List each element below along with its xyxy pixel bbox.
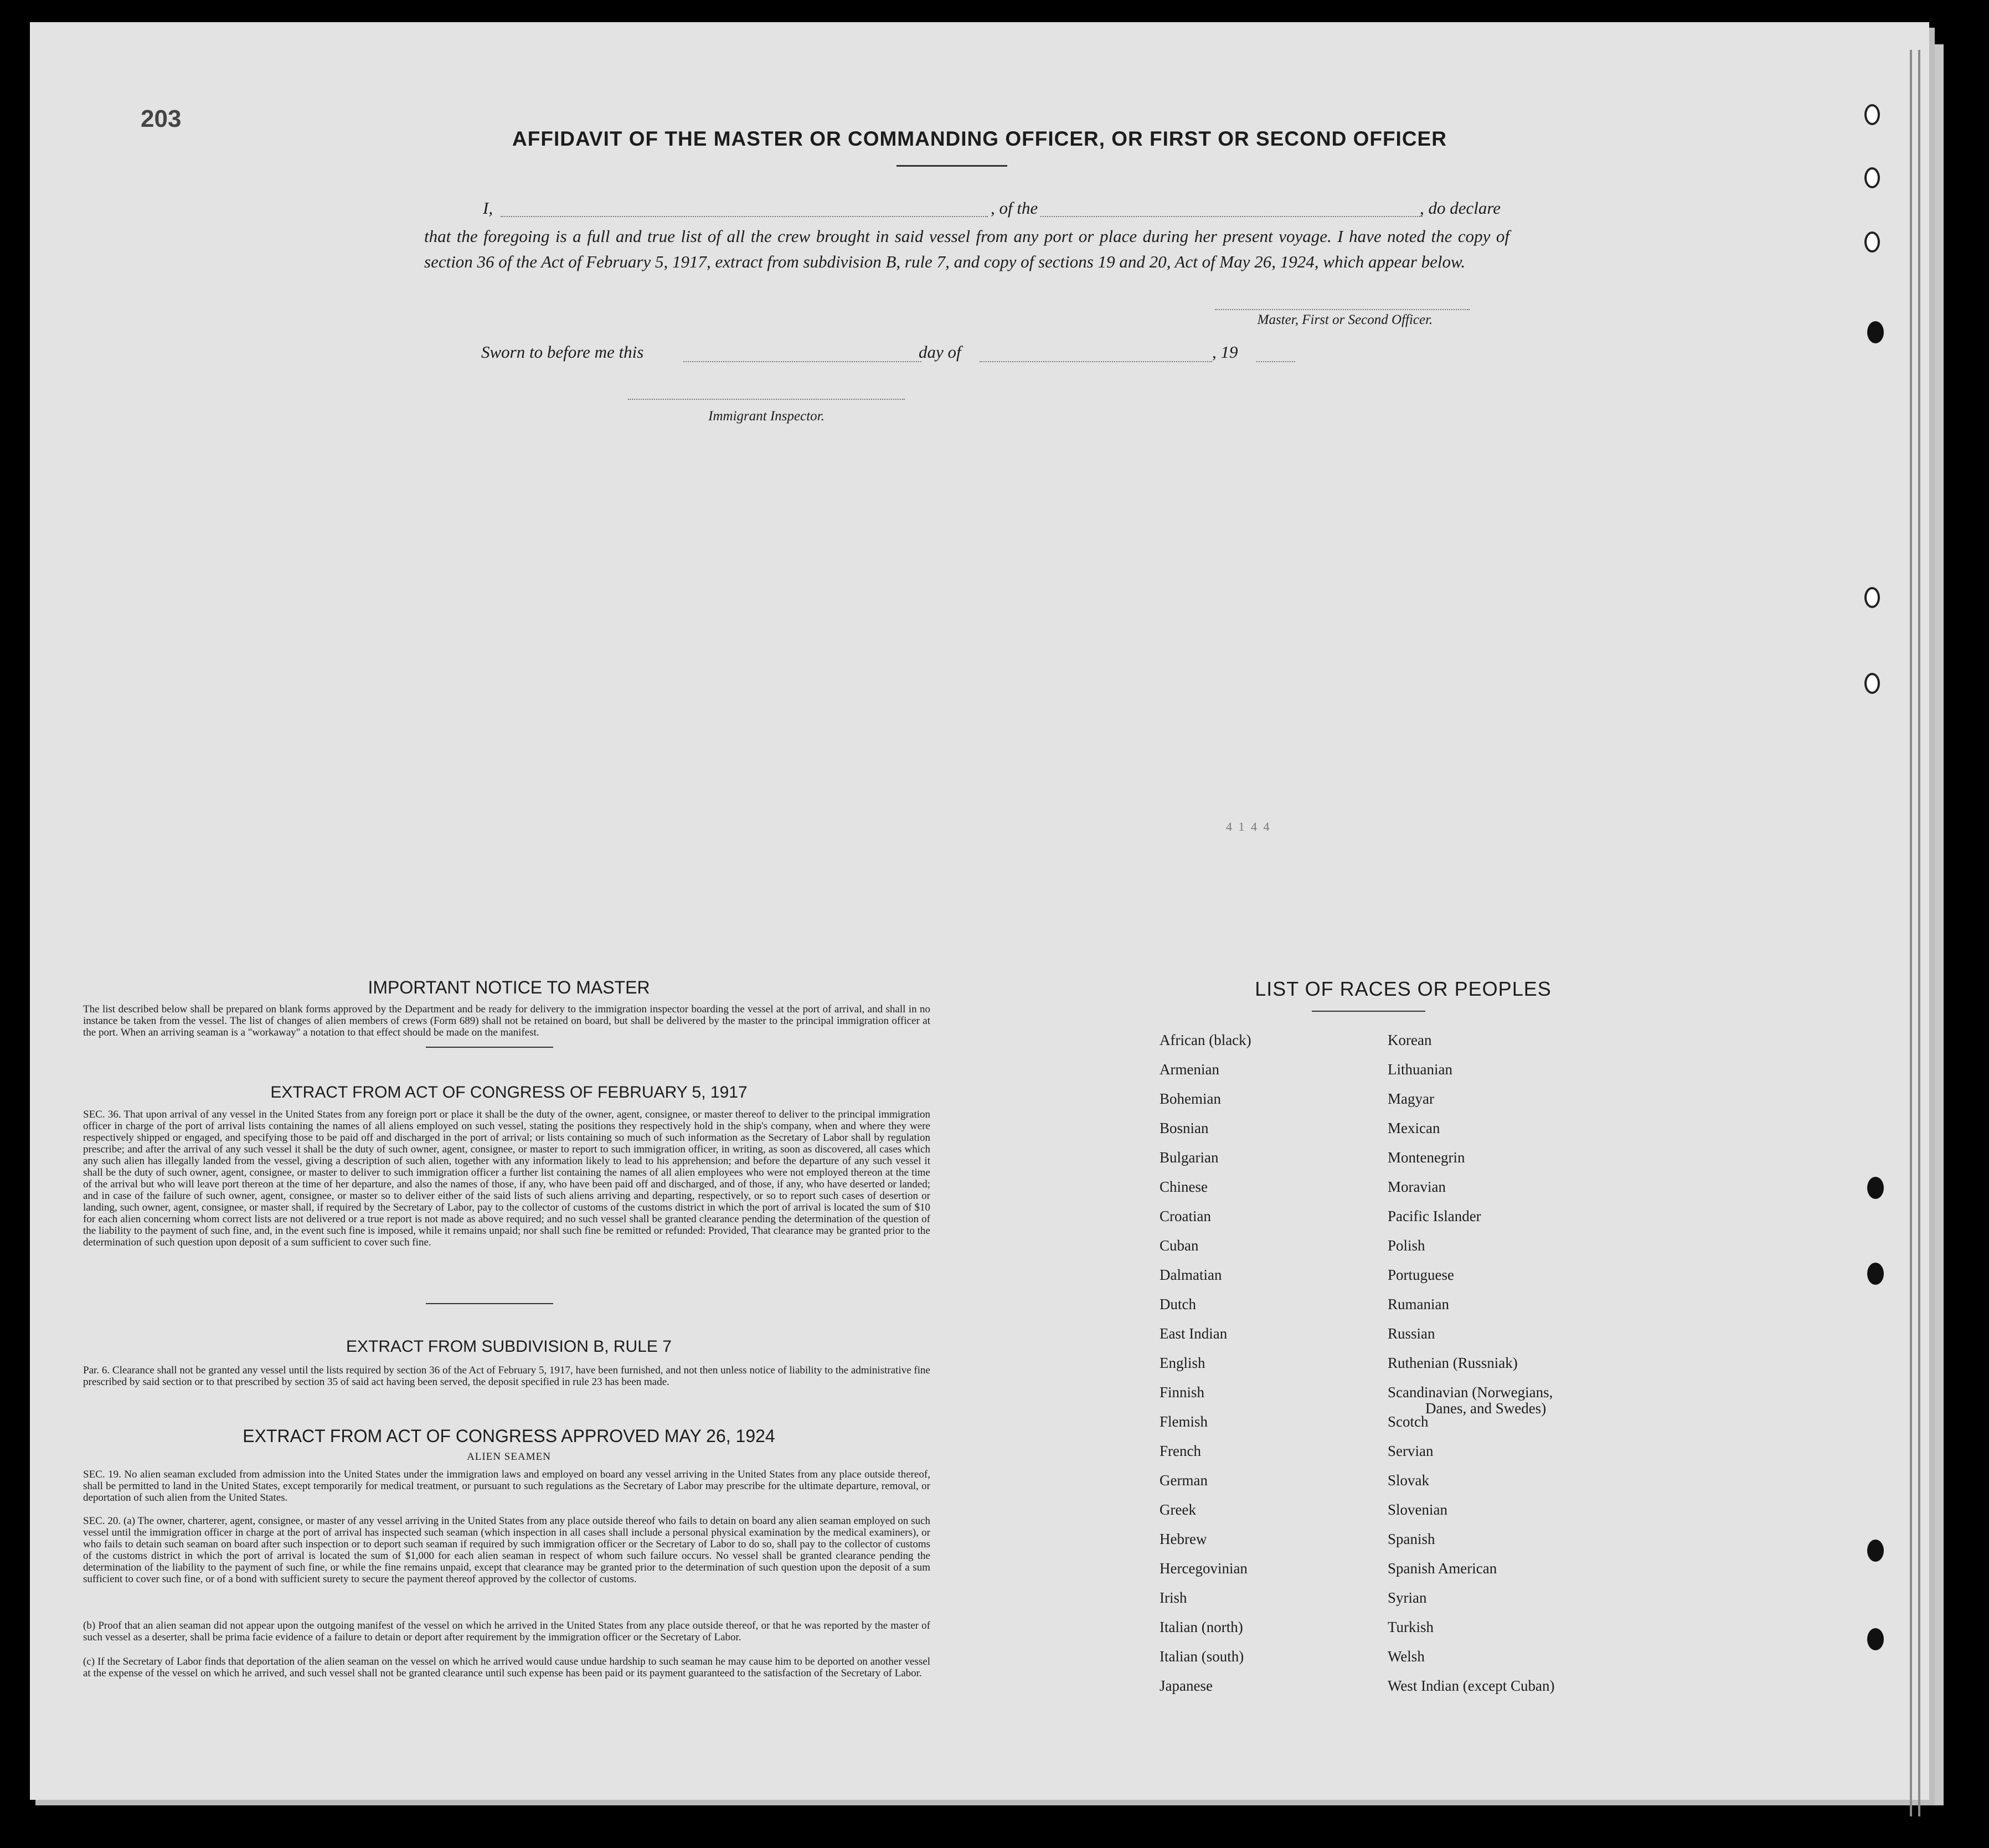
race-item: Ruthenian (Russniak) [1388, 1355, 1518, 1371]
race-item: Pacific Islander [1388, 1208, 1481, 1224]
inspector-label: Immigrant Inspector. [708, 409, 825, 424]
race-item: Chinese [1160, 1178, 1208, 1195]
punch-hole [1867, 1263, 1884, 1285]
race-item: Bohemian [1160, 1090, 1221, 1107]
race-item: Montenegrin [1388, 1149, 1465, 1166]
race-item: African (black) [1160, 1032, 1251, 1048]
race-item: Japanese [1160, 1677, 1213, 1694]
extract-rule7-text: Par. 6. Clearance shall not be granted any vessel until the lists required by section 36 of the Act of February 5, 1917, have been furnished, and not then unless notice of liability to the administrative fine prescribed by said section or to that prescribed by section 35 of said act having been served, the deposit specified in rule 23 has been made. [83, 1365, 930, 1388]
extract-1924-title: EXTRACT FROM ACT OF CONGRESS APPROVED MAY 26, 1924 [243, 1426, 775, 1446]
faint-stamp: 4 1 4 4 [1226, 820, 1271, 833]
punch-hole [1867, 1540, 1884, 1562]
signature-blank[interactable] [1215, 309, 1470, 310]
day-blank[interactable] [683, 361, 921, 362]
notice-text: The list described below shall be prepared on blank forms approved by the Department and be ready for delivery to the immigration inspector boarding the vessel at the port of arrival, and shall in no instance be taken from the vessel. The list of changes of alien members of crews (Form 689) shall not be retained on board, but shall be delivered by the master to the principal immigration officer at the port. When an arriving seaman is a "workaway" a notation to that effect should be made on the manifest. [83, 1003, 930, 1038]
race-item: Magyar [1388, 1090, 1434, 1107]
race-item: Bosnian [1160, 1120, 1209, 1136]
page-edge-line [1918, 50, 1920, 1816]
punch-hole [1864, 167, 1880, 188]
race-item: Hercegovinian [1160, 1560, 1248, 1577]
month-blank[interactable] [980, 361, 1212, 362]
race-item: Irish [1160, 1589, 1187, 1606]
race-item: Bulgarian [1160, 1149, 1219, 1166]
race-item: Slovenian [1388, 1501, 1447, 1518]
race-item: Italian (north) [1160, 1619, 1243, 1635]
punch-hole [1864, 587, 1880, 608]
race-item: East Indian [1160, 1325, 1228, 1342]
punch-hole [1867, 321, 1884, 343]
race-item: Welsh [1388, 1648, 1425, 1665]
race-item: German [1160, 1472, 1208, 1489]
race-item: Russian [1388, 1325, 1435, 1342]
sworn-day-of: day of [919, 342, 961, 362]
race-item: Polish [1388, 1237, 1425, 1254]
extract-1917-title: EXTRACT FROM ACT OF CONGRESS OF FEBRUARY 5, 1917 [270, 1083, 748, 1101]
race-item: Turkish [1388, 1619, 1434, 1635]
extract-1924-sec20c: (c) If the Secretary of Labor finds that deportation of the alien seaman on the vessel on which he arrived would cause undue hardship to such seaman he may cause him to be deported on another vessel at the expense of the vessel on which he arrived, and such vessel shall not be granted clearance until such expense has been paid or its payment guaranteed to the satisfaction of the Secretary of Labor. [83, 1656, 930, 1679]
races-title: LIST OF RACES OR PEOPLES [1255, 977, 1552, 1000]
race-item: Croatian [1160, 1208, 1211, 1224]
race-item: Korean [1388, 1032, 1432, 1048]
race-item: Spanish American [1388, 1560, 1497, 1577]
punch-hole [1867, 1177, 1884, 1199]
inspector-blank[interactable] [628, 399, 905, 400]
section-rule [426, 1047, 553, 1048]
name-blank[interactable] [501, 216, 988, 217]
race-item: English [1160, 1355, 1205, 1371]
affidavit-i: I, [483, 198, 493, 218]
extract-1924-subtitle: ALIEN SEAMEN [467, 1451, 551, 1463]
race-item: Portuguese [1388, 1267, 1454, 1283]
race-item: Syrian [1388, 1589, 1427, 1606]
race-item: Slovak [1388, 1472, 1430, 1489]
race-item: Italian (south) [1160, 1648, 1244, 1665]
year-blank[interactable] [1256, 361, 1295, 362]
title-rule [896, 165, 1007, 167]
document-page [30, 22, 1929, 1800]
race-item: Greek [1160, 1501, 1196, 1518]
race-scandinavian-continued: Danes, and Swedes) [1425, 1400, 1547, 1417]
page-edge-line [1910, 50, 1912, 1816]
vessel-blank[interactable] [1040, 216, 1423, 217]
sworn-year: , 19 [1212, 342, 1238, 362]
extract-1924-sec19: SEC. 19. No alien seaman excluded from admission into the United States under the immigration laws and employed on board any vessel arriving in the United States from any place outside thereof, shall be permitted to land in the United States, except temporarily for medical treatment, or pursuant to such regulations as the Secretary of Labor may prescribe for the ultimate departure, removal, or deportation of such alien from the United States. [83, 1469, 930, 1504]
race-item: Cuban [1160, 1237, 1199, 1254]
extract-1917-text: SEC. 36. That upon arrival of any vessel in the United States from any foreign port or place it shall be the duty of the owner, agent, consignee, or master thereof to deliver to the principal immigration officer in charge of the port of arrival lists containing the names of all aliens employed on such vessel, stating the positions they respectively hold in the ship's company, when and where they were respectively shipped or engaged, and specifying those to be paid off and discharged in the port of arrival; or lists containing so much of such information as the Secretary of Labor shall by regulation prescribe; and after the arrival of any such vessel it shall be the duty of such owner, agent, consignee, or master to report to such immigration officer, in writing, as soon as discovered, all cases which any such alien has illegally landed from the vessel, giving a description of such alien, together with any information likely to lead to his apprehension; and before the departure of any such vessel it shall be the duty of such owner, agent, consignee, or master to deliver to such immigration officer a further list containing the names of all alien employees who were not employed thereon at the time of the arrival but who will leave port thereon at the time of her departure, and also the names of those, if any, who have been paid off and discharged, and of those, if any, who have deserted or landed; and in case of the failure of such owner, agent, consignee, or master so to deliver either of the said lists of such aliens arriving and departing, respectively, or so to report such cases of desertion or landing, such owner, agent, consignee, or master shall, if required by the Secretary of Labor, pay to the collector of customs of the customs district in which the port of arrival is located the sum of $10 for each alien concerning whom correct lists are not delivered or a true report is not made as above required; and no such vessel shall be granted clearance pending the determination of the question of the liability to the payment of such fine, and, in the event such fine is imposed, while it remains unpaid; nor shall such fine be remitted or refunded: Provided, That clearance may be granted prior to the determination of such question upon deposit of a sum sufficient to cover such fine. [83, 1109, 930, 1248]
race-item: Rumanian [1388, 1296, 1449, 1312]
race-item: Dutch [1160, 1296, 1196, 1312]
race-item: Finnish [1160, 1384, 1205, 1401]
sworn-text: Sworn to before me this [481, 342, 644, 362]
races-rule [1312, 1011, 1425, 1012]
race-item: French [1160, 1443, 1201, 1459]
race-item: Spanish [1388, 1531, 1435, 1547]
notice-title: IMPORTANT NOTICE TO MASTER [368, 977, 650, 997]
extract-1924-sec20b: (b) Proof that an alien seaman did not appear upon the outgoing manifest of the vessel on which he arrived in the United States from any place outside thereof, or that he was reported by the master of such vessel as a deserter, shall be prima facie evidence of a failure to detain or deport after requirement by the immigration officer or the Secretary of Labor. [83, 1620, 930, 1643]
affidavit-do-declare: , do declare [1420, 198, 1501, 218]
race-item: Flemish [1160, 1413, 1208, 1430]
affidavit-body: that the foregoing is a full and true list of all the crew brought in said vessel from any port or place during her present voyage. I have noted the copy of section 36 of the Act of February 5, 1917, extract from subdivision B, rule 7, and copy of sections 19 and 20, Act of May 26, 1924, which appear below. [424, 227, 1509, 271]
section-rule [426, 1303, 553, 1304]
affidavit-title: AFFIDAVIT OF THE MASTER OR COMMANDING OFFICER, OR FIRST OR SECOND OFFICER [512, 127, 1447, 150]
race-item: Scotch [1388, 1413, 1429, 1430]
form-number: 203 [141, 105, 182, 132]
punch-hole [1864, 231, 1880, 253]
race-item: Dalmatian [1160, 1267, 1222, 1283]
extract-rule7-title: EXTRACT FROM SUBDIVISION B, RULE 7 [346, 1337, 672, 1356]
race-item: West Indian (except Cuban) [1388, 1677, 1555, 1694]
race-item: Servian [1388, 1443, 1434, 1459]
affidavit-of-the: , of the [991, 198, 1038, 218]
race-item: Armenian [1160, 1061, 1219, 1078]
race-item: Hebrew [1160, 1531, 1207, 1547]
extract-1924-sec20a: SEC. 20. (a) The owner, charterer, agent, consignee, or master of any vessel arriving in the United States from any place outside thereof who fails to detain on board any alien seaman employed on such vessel until the immigration officer in charge at the port of arrival has inspected such seaman (which inspection in all cases shall include a personal physical examination by the medical examiners), or who fails to detain such seaman on board after such inspection or to deport such seaman if required by such immigration officer or the Secretary of Labor to do so, shall pay to the collector of customs of the customs district in which the port of arrival is located the sum of $1,000 for each alien seaman in respect of whom such failure occurs. No vessel shall be granted clearance pending the determination of the liability to the payment of such fine, or while the fine remains unpaid, except that clearance may be granted prior to the determination of such question upon the deposit of a sum sufficient to cover such fine, or of a bond with sufficient surety to secure the payment thereof approved by the collector of customs. [83, 1515, 930, 1585]
races-column-2 [1388, 1026, 1554, 1701]
signature-label: Master, First or Second Officer. [1257, 312, 1433, 327]
race-item: Lithuanian [1388, 1061, 1452, 1078]
race-item: Moravian [1388, 1178, 1446, 1195]
races-column-1 [1160, 1026, 1251, 1701]
punch-hole [1867, 1628, 1884, 1650]
race-item: Mexican [1388, 1120, 1440, 1136]
punch-hole [1864, 673, 1880, 694]
race-item: Scandinavian (Norwegians, [1388, 1384, 1553, 1401]
punch-hole [1864, 104, 1880, 125]
